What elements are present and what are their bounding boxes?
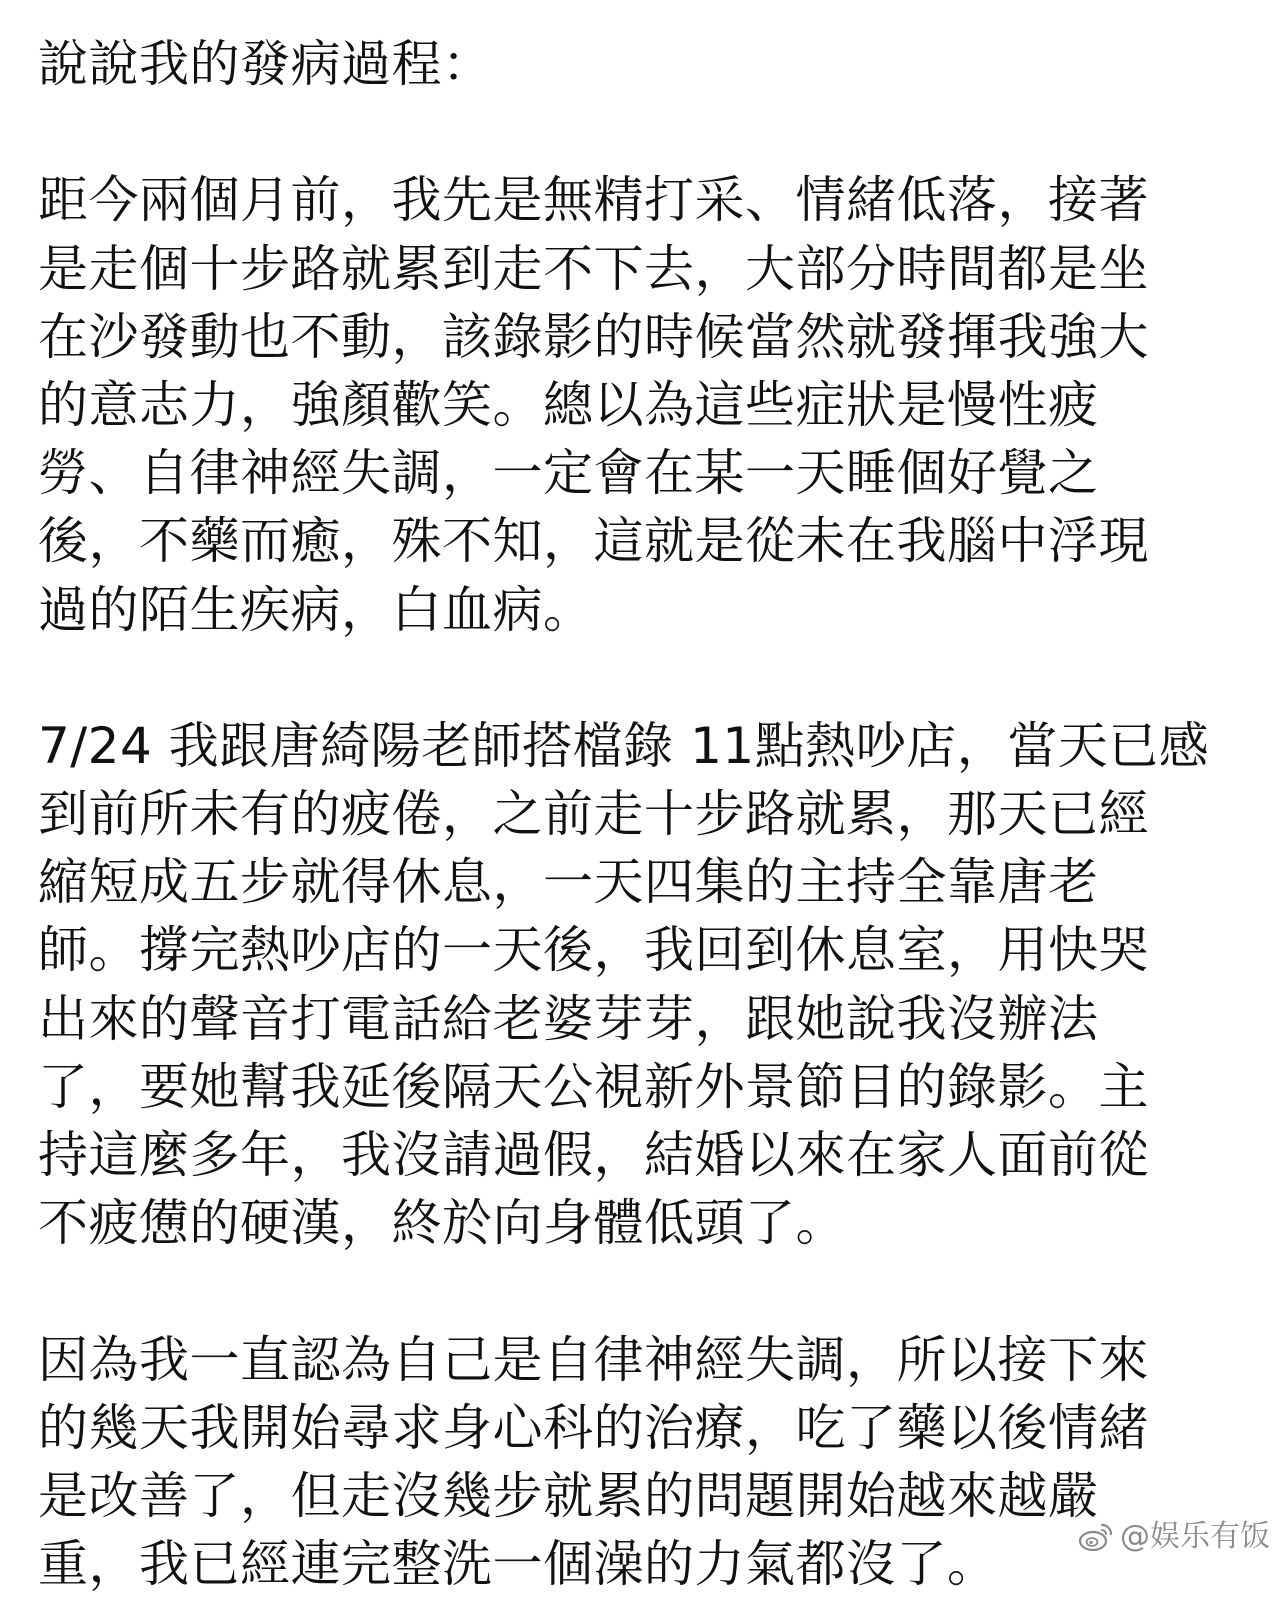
paragraph-2 [38,712,1253,1258]
post-title: 說說我的發病過程： [38,35,493,93]
paragraph-3 [38,1326,1253,1598]
text-line: 在沙發動也不動，該錄影的時候當然就發揮我強大 [38,307,1149,366]
text-line: 師。撐完熱吵店的一天後，我回到休息室，用快哭 [38,921,1149,980]
post-body [38,30,1253,1598]
text-line: 持這麼多年，我沒請過假，結婚以來在家人面前從 [38,1126,1149,1184]
text-line: 出來的聲音打電話給老婆芽芽，跟她說我沒辦法 [38,989,1099,1048]
watermark [1078,1517,1270,1557]
text-line: 重，我已經連完整洗一個澡的力氣都沒了。 [38,1535,998,1594]
text-line: 勞、自律神經失調，一定會在某一天睡個好覺之 [38,444,1099,503]
text-line: 距今兩個月前，我先是無精打采、情緒低落，接著 [38,171,1149,230]
text-line: 過的陌生疾病，白血病。 [38,580,594,639]
text-line: 的幾天我開始尋求身心科的治療，吃了藥以後情緒 [38,1398,1149,1457]
watermark-text: @娱乐有饭 [1120,1519,1270,1554]
text-line: 到前所未有的疲倦，之前走十步路就累，那天已經 [38,785,1149,844]
text-line: 縮短成五步就得休息，一天四集的主持全靠唐老 [38,853,1099,912]
text-line: 不疲憊的硬漢，終於向身體低頭了。 [38,1194,846,1253]
paragraph-1 [38,166,1253,643]
text-line: 是走個十步路就累到走不下去，大部分時間都是坐 [38,239,1149,298]
text-line: 的意志力，強顏歡笑。總以為這些症狀是慢性疲 [38,375,1099,434]
text-line: 7/24 我跟唐綺陽老師搭檔錄 11點熱吵店，當天已感 [38,716,1210,775]
weibo-logo-icon [1078,1522,1114,1552]
text-line: 因為我一直認為自己是自律神經失調，所以接下來 [38,1330,1149,1389]
text-line: 是改善了，但走沒幾步就累的問題開始越來越嚴 [38,1466,1099,1525]
text-line: 後，不藥而癒，殊不知，這就是從未在我腦中浮現 [38,512,1149,571]
text-line: 了，要她幫我延後隔天公視新外景節目的錄影。主 [38,1057,1149,1116]
